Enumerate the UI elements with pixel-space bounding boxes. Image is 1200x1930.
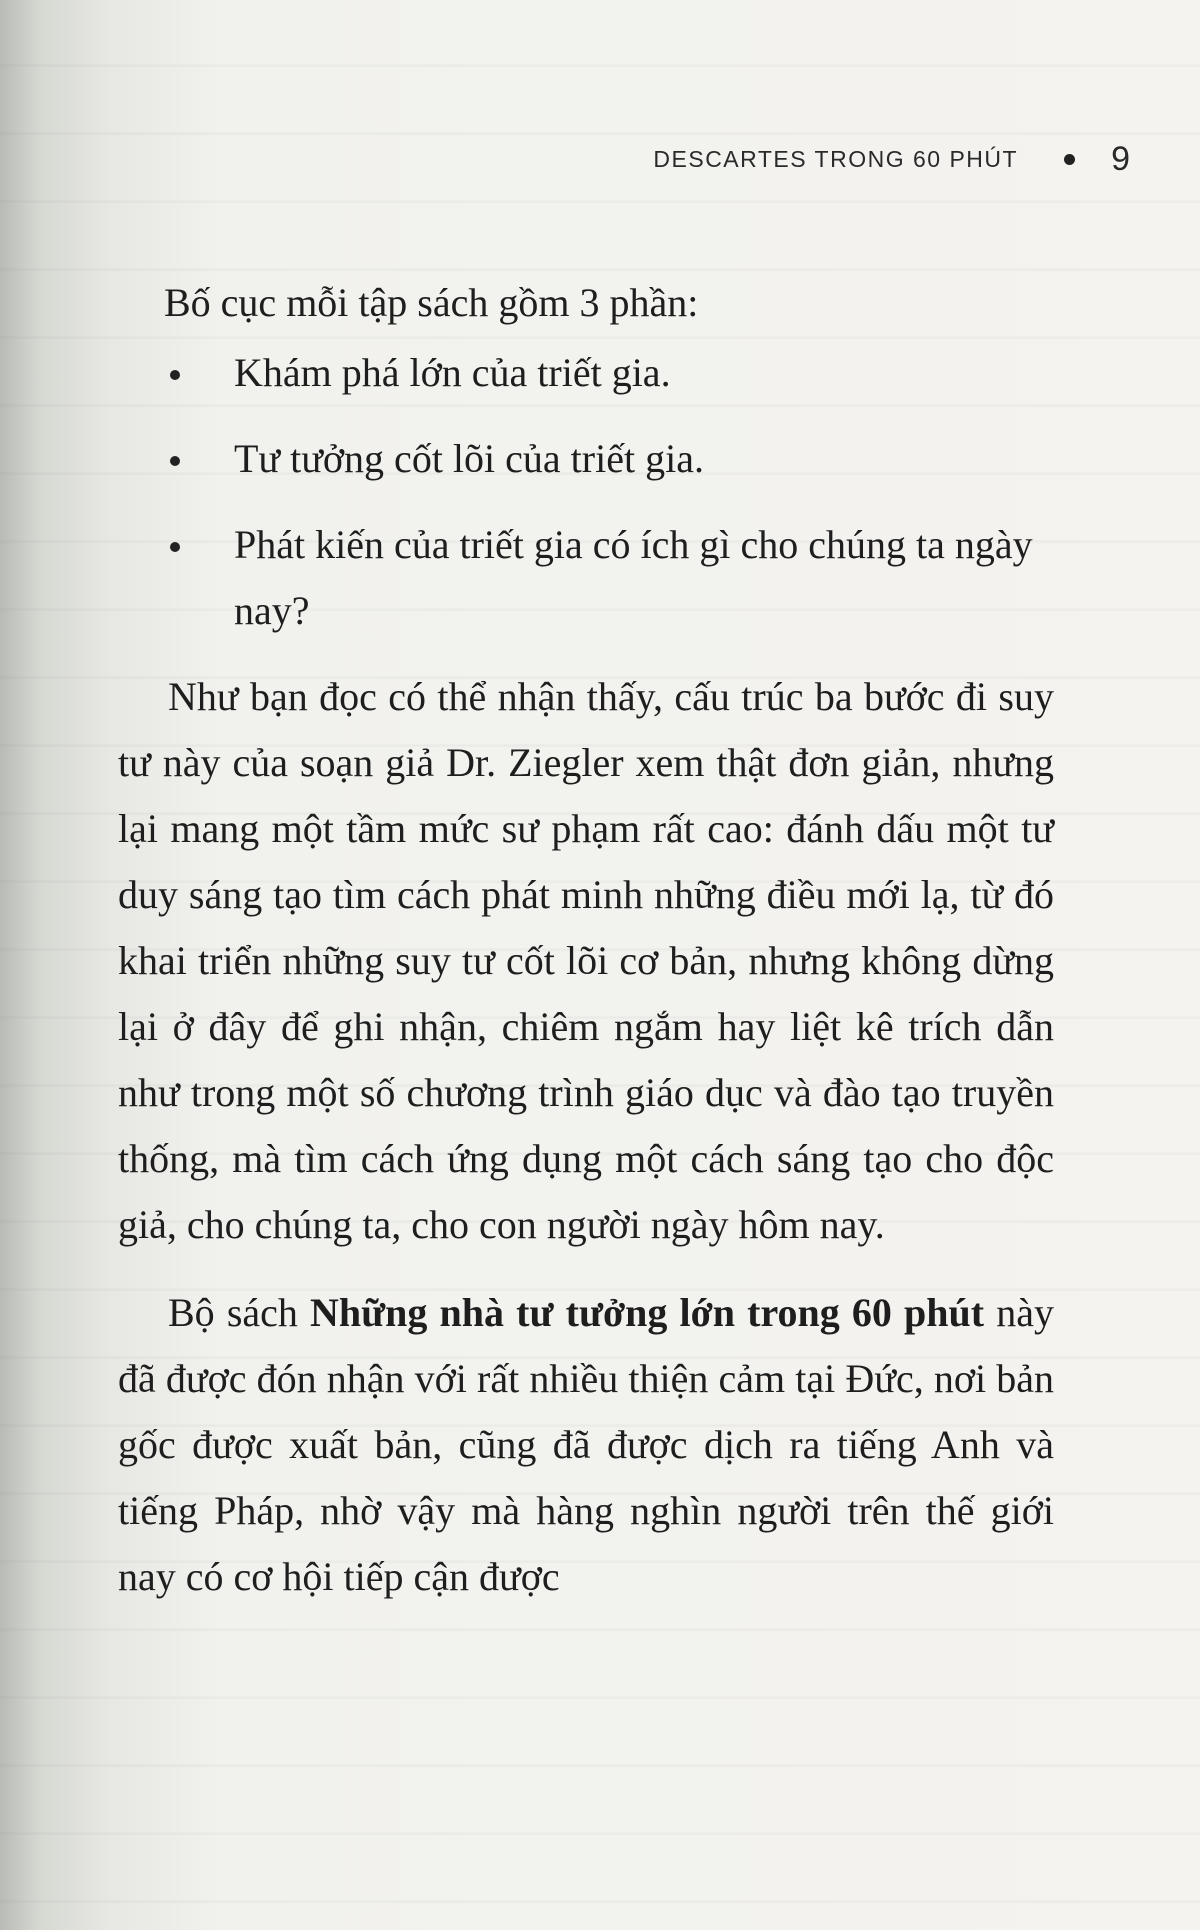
list-item-text: Khám phá lớn của triết gia. bbox=[234, 350, 671, 395]
header-bullet-icon bbox=[1064, 154, 1075, 165]
list-item-text: Tư tưởng cốt lõi của triết gia. bbox=[234, 436, 704, 481]
bullet-icon bbox=[170, 542, 180, 552]
paragraph-series-prefix: Bộ sách bbox=[168, 1290, 311, 1335]
page-number: 9 bbox=[1111, 140, 1130, 178]
running-header bbox=[653, 140, 1130, 179]
running-title: DESCARTES TRONG 60 PHÚT bbox=[653, 146, 1019, 172]
list-item-text: Phát kiến của triết gia có ích gì cho chúng ta ngày nay? bbox=[234, 522, 1033, 633]
series-title: Những nhà tư tưởng lớn trong 60 phút bbox=[310, 1290, 985, 1335]
list-item bbox=[118, 426, 1054, 492]
bullet-list bbox=[118, 340, 1054, 644]
paragraph-series-rest: này đã được đón nhận với rất nhiều thiện cảm tại Đức, nơi bản gốc được xuất bản, cũng đã được dịch ra tiếng Anh và tiếng Pháp, nhờ vậy mà hàng nghìn người trên thế giới nay có cơ hội tiếp cận được bbox=[118, 1290, 1054, 1599]
intro-line: Bố cục mỗi tập sách gồm 3 phần: bbox=[164, 280, 699, 325]
paragraph-series bbox=[118, 1280, 1054, 1610]
bullet-icon bbox=[170, 456, 180, 466]
list-item bbox=[118, 340, 1054, 406]
bullet-icon bbox=[170, 370, 180, 380]
page-body bbox=[118, 270, 1054, 1610]
list-item bbox=[118, 512, 1054, 644]
paragraph-structure: Như bạn đọc có thể nhận thấy, cấu trúc ba bước đi suy tư này của soạn giả Dr. Ziegler xem thật đơn giản, nhưng lại mang một tầm mức sư phạm rất cao: đánh dấu một tư duy sáng tạo tìm cách phát minh những điều mới lạ, từ đó khai triển những suy tư cốt lõi cơ bản, nhưng không dừng lại ở đây để ghi nhận, chiêm ngắm hay liệt kê trích dẫn như trong một số chương trình giáo dục và đào tạo truyền thống, mà tìm cách ứng dụng một cách sáng tạo cho độc giả, cho chúng ta, cho con người ngày hôm nay. bbox=[118, 674, 1054, 1247]
